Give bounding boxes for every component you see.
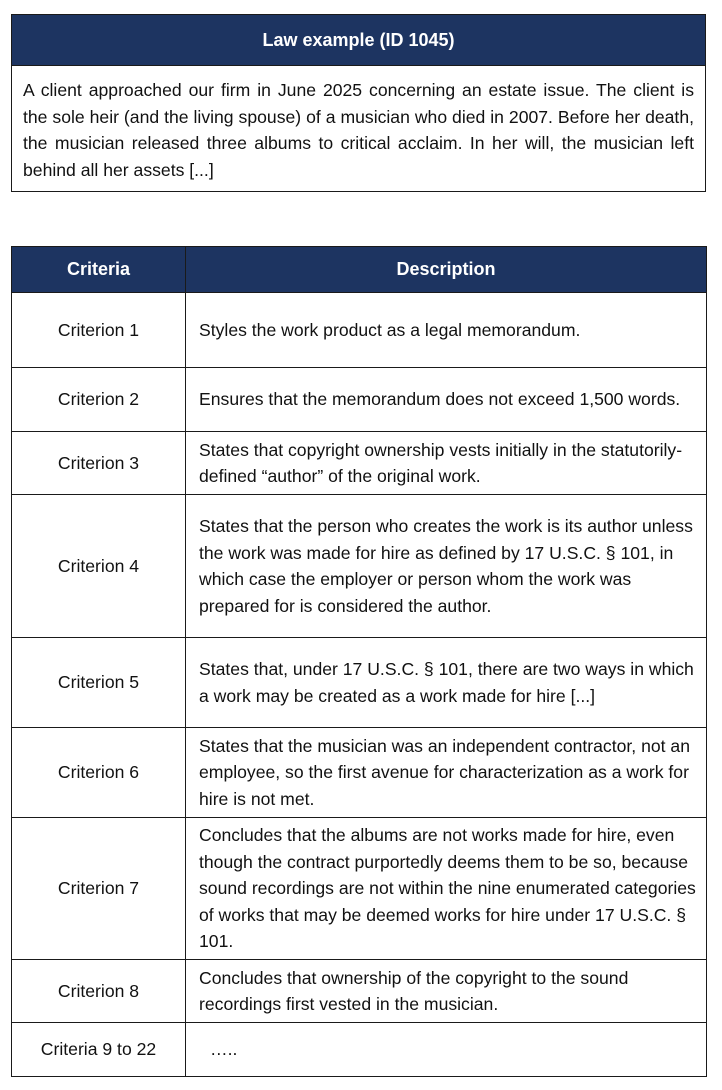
- law-example-text: A client approached our firm in June 2025 concerning an estate issue. The client is the sole heir (and the living spouse) of a musician who died in 2007. Before her death, the musician released three albums to critical acclaim. In her will, the musician left behind all her assets [...]: [23, 80, 694, 180]
- criterion-label: Criterion 6: [12, 728, 186, 818]
- criterion-description: …..: [186, 1023, 707, 1077]
- criterion-label: Criterion 5: [12, 638, 186, 728]
- table-row: [12, 368, 707, 432]
- table-row: [12, 960, 707, 1023]
- criteria-table: [11, 246, 707, 1077]
- criterion-description: States that, under 17 U.S.C. § 101, there are two ways in which a work may be created as a work made for hire [...]: [186, 638, 707, 728]
- criterion-description: States that the person who creates the work is its author unless the work was made for hire as defined by 17 U.S.C. § 101, in which case the employer or person whom the work was prepared for is considered the author.: [186, 495, 707, 638]
- criterion-description: States that the musician was an independent contractor, not an employee, so the first avenue for characterization as a work for hire is not met.: [186, 728, 707, 818]
- table-row: [12, 495, 707, 638]
- criterion-description: Ensures that the memorandum does not exceed 1,500 words.: [186, 368, 707, 432]
- criteria-table-header-row: [12, 247, 707, 293]
- criterion-label: Criteria 9 to 22: [12, 1023, 186, 1077]
- law-example-box: [11, 14, 706, 192]
- criterion-description: States that copyright ownership vests initially in the statutorily-defined “author” of the original work.: [186, 432, 707, 495]
- criterion-label: Criterion 4: [12, 495, 186, 638]
- table-row: [12, 818, 707, 960]
- criterion-label: Criterion 1: [12, 293, 186, 368]
- criterion-description: Concludes that ownership of the copyright to the sound recordings first vested in the musician.: [186, 960, 707, 1023]
- criteria-column-header: Criteria: [12, 247, 186, 293]
- criterion-description: Styles the work product as a legal memorandum.: [186, 293, 707, 368]
- description-column-header: Description: [186, 247, 707, 293]
- criterion-label: Criterion 7: [12, 818, 186, 960]
- criterion-description: Concludes that the albums are not works made for hire, even though the contract purportedly deems them to be so, because sound recordings are not within the nine enumerated categories of works that may be deemed works for hire under 17 U.S.C. § 101.: [186, 818, 707, 960]
- table-row: [12, 1023, 707, 1077]
- law-example-title: Law example (ID 1045): [12, 15, 705, 66]
- criterion-label: Criterion 8: [12, 960, 186, 1023]
- table-row: [12, 432, 707, 495]
- criterion-label: Criterion 2: [12, 368, 186, 432]
- table-row: [12, 728, 707, 818]
- table-row: [12, 638, 707, 728]
- table-row: [12, 293, 707, 368]
- criterion-label: Criterion 3: [12, 432, 186, 495]
